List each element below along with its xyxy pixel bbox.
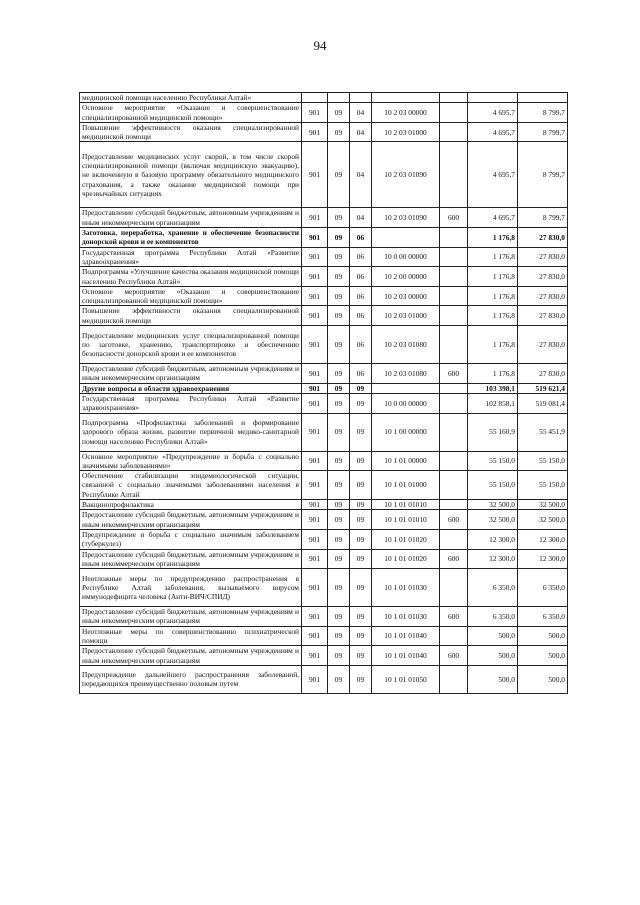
row-name-cell: Обеспечение стабилизации эпидемиологической ситуации, связанной с социально значимыми заболеваниями населения в Республике Алтай [80,471,302,500]
table-row [80,626,568,646]
row-target-article-code: 10 1 01 01020 [372,529,440,549]
table-row [80,393,568,413]
row-expense-type-code [440,247,468,267]
row-subsection-code: 09 [350,529,372,549]
table-row [80,326,568,364]
row-ministry-code: 901 [302,103,328,123]
row-ministry-code: 901 [302,122,328,142]
row-subsection-code: 06 [350,286,372,306]
row-amount-2: 8 799,7 [518,103,568,123]
row-section-code: 09 [328,286,350,306]
row-target-article-code [372,383,440,393]
row-target-article-code: 10 1 01 01040 [372,646,440,666]
row-amount-2: 27 830,0 [518,326,568,364]
row-name-cell: Другие вопросы в области здравоохранения [80,383,302,393]
row-ministry-code: 901 [302,208,328,228]
row-amount-2: 32 500,0 [518,500,568,510]
row-target-article-code: 10 2 03 01080 [372,364,440,384]
row-subsection-code: 04 [350,103,372,123]
row-subsection-code: 09 [350,549,372,569]
table-row [80,413,568,451]
page-number: 94 [313,38,327,53]
row-subsection-code: 06 [350,364,372,384]
row-ministry-code: 901 [302,393,328,413]
row-amount-2: 500,0 [518,646,568,666]
row-ministry-code: 901 [302,306,328,326]
row-name-cell: Предоставление субсидий бюджетным, автономным учреждениям и иным некоммерческим организациям [80,208,302,228]
row-amount-2: 55 150,0 [518,471,568,500]
row-ministry-code: 901 [302,510,328,530]
row-subsection-code: 06 [350,228,372,248]
row-expense-type-code [440,471,468,500]
table-row [80,364,568,384]
row-name-cell: медицинской помощи населению Республики Алтай» [80,93,302,103]
row-ministry-code: 901 [302,451,328,471]
budget-table [79,92,568,694]
row-amount-1: 12 300,0 [468,529,518,549]
row-subsection-code: 06 [350,247,372,267]
row-subsection-code: 09 [350,665,372,693]
row-name-cell: Предоставление субсидий бюджетным, автономным учреждениям и иным некоммерческим организациям [80,607,302,627]
row-target-article-code: 10 1 01 01050 [372,665,440,693]
table-row [80,607,568,627]
row-amount-1: 1 176,8 [468,247,518,267]
table-row [80,267,568,287]
row-amount-1: 32 500,0 [468,510,518,530]
row-section-code [328,93,350,103]
row-subsection-code: 09 [350,383,372,393]
row-ministry-code: 901 [302,500,328,510]
row-target-article-code: 10 2 00 00000 [372,267,440,287]
table-row [80,646,568,666]
table-row [80,665,568,693]
row-target-article-code: 10 1 01 01040 [372,626,440,646]
row-section-code: 09 [328,607,350,627]
row-amount-2: 27 830,0 [518,267,568,287]
row-amount-2: 27 830,0 [518,286,568,306]
row-target-article-code: 10 2 03 01080 [372,326,440,364]
row-amount-1: 500,0 [468,665,518,693]
row-target-article-code: 10 2 03 00000 [372,103,440,123]
row-section-code: 09 [328,103,350,123]
row-ministry-code: 901 [302,549,328,569]
row-target-article-code: 10 1 01 00000 [372,451,440,471]
row-subsection-code: 06 [350,306,372,326]
row-ministry-code: 901 [302,267,328,287]
row-amount-1: 32 500,0 [468,500,518,510]
row-target-article-code: 10 2 03 00000 [372,286,440,306]
row-ministry-code: 901 [302,665,328,693]
row-amount-2: 32 500,0 [518,510,568,530]
table-row [80,122,568,142]
row-ministry-code: 901 [302,529,328,549]
table-row [80,471,568,500]
table-row [80,529,568,549]
row-target-article-code: 10 0 00 00000 [372,247,440,267]
row-amount-1: 4 695,7 [468,103,518,123]
row-section-code: 09 [328,383,350,393]
table-row [80,93,568,103]
table-row [80,306,568,326]
row-section-code: 09 [328,626,350,646]
row-name-cell: Предоставление субсидий бюджетным, автономным учреждениям и иным некоммерческим организациям [80,364,302,384]
row-expense-type-code [440,413,468,451]
row-amount-2: 27 830,0 [518,228,568,248]
row-subsection-code: 06 [350,267,372,287]
row-amount-1: 1 176,8 [468,364,518,384]
row-expense-type-code [440,626,468,646]
row-expense-type-code [440,228,468,248]
row-subsection-code: 04 [350,208,372,228]
row-name-cell: Предоставление медицинских услуг специализированной помощи по заготовке, хранению, транспортировке и обеспечению безопасности донорской крови и ее компонентов [80,326,302,364]
row-subsection-code: 04 [350,122,372,142]
row-target-article-code: 10 1 00 00000 [372,413,440,451]
row-subsection-code: 09 [350,510,372,530]
row-section-code: 09 [328,208,350,228]
row-amount-2: 8 799,7 [518,122,568,142]
row-name-cell: Основное мероприятие «Оказание и совершенствование специализированной медицинской помощи» [80,286,302,306]
row-subsection-code: 09 [350,471,372,500]
row-section-code: 09 [328,569,350,607]
row-name-cell: Основное мероприятие «Предупреждение и борьба с социально значимыми заболеваниями» [80,451,302,471]
row-amount-2: 12 300,0 [518,529,568,549]
row-section-code: 09 [328,364,350,384]
row-amount-2: 6 350,0 [518,569,568,607]
row-ministry-code: 901 [302,364,328,384]
row-target-article-code: 10 1 01 01010 [372,500,440,510]
table-row [80,208,568,228]
row-expense-type-code: 600 [440,364,468,384]
row-amount-1: 4 695,7 [468,142,518,208]
row-expense-type-code [440,383,468,393]
row-ministry-code: 901 [302,247,328,267]
row-name-cell: Предупреждение дальнейшего распространения заболеваний, передающихся преимущественно половым путем [80,665,302,693]
row-amount-1: 500,0 [468,646,518,666]
row-amount-1: 103 398,1 [468,383,518,393]
row-amount-2: 55 451,9 [518,413,568,451]
row-name-cell: Предоставление медицинских услуг скорой, в том числе скорой специализированной помощи (включая медицинскую эвакуацию), не включенную в базовую программу обязательного медицинского страхования, а также оказание медицинской помощи при чрезвычайных ситуациях [80,142,302,208]
row-name-cell: Заготовка, переработка, хранение и обеспечение безопасности донорской крови и ее компонентов [80,228,302,248]
row-expense-type-code: 600 [440,607,468,627]
row-amount-2: 27 830,0 [518,306,568,326]
row-name-cell: Предоставление субсидий бюджетным, автономным учреждениям и иным некоммерческим организациям [80,549,302,569]
row-expense-type-code [440,267,468,287]
row-subsection-code: 09 [350,569,372,607]
row-ministry-code: 901 [302,646,328,666]
row-subsection-code: 09 [350,451,372,471]
row-amount-1: 12 300,0 [468,549,518,569]
row-section-code: 09 [328,306,350,326]
row-amount-2: 12 300,0 [518,549,568,569]
row-name-cell: Повышение эффективности оказания специализированной медицинской помощи [80,306,302,326]
row-section-code: 09 [328,247,350,267]
table-row [80,549,568,569]
row-subsection-code: 06 [350,326,372,364]
row-section-code: 09 [328,451,350,471]
row-section-code: 09 [328,510,350,530]
row-name-cell: Подпрограмма «Профилактика заболеваний и формирование здорового образа жизни, развитие первичной медико-санитарной помощи населению Республики Алтай» [80,413,302,451]
row-amount-1: 1 176,8 [468,306,518,326]
row-name-cell: Государственная программа Республики Алтай «Развитие здравоохранения» [80,393,302,413]
row-expense-type-code: 600 [440,646,468,666]
row-amount-1: 1 176,8 [468,286,518,306]
row-target-article-code: 10 2 03 01000 [372,306,440,326]
row-expense-type-code [440,103,468,123]
row-target-article-code: 10 1 01 01010 [372,510,440,530]
row-expense-type-code [440,326,468,364]
row-section-code: 09 [328,142,350,208]
row-name-cell: Подпрограмма «Улучшение качества оказания медицинской помощи населению Республики Алтай» [80,267,302,287]
row-ministry-code: 901 [302,326,328,364]
row-expense-type-code: 600 [440,208,468,228]
row-amount-2: 6 350,0 [518,607,568,627]
row-name-cell: Вакцинопрофилактика [80,500,302,510]
row-section-code: 09 [328,646,350,666]
row-target-article-code: 10 0 00 00000 [372,393,440,413]
row-expense-type-code [440,500,468,510]
row-name-cell: Предоставление субсидий бюджетным, автономным учреждениям и иным некоммерческим организациям [80,510,302,530]
row-subsection-code: 09 [350,413,372,451]
row-section-code: 09 [328,413,350,451]
row-expense-type-code [440,306,468,326]
row-section-code: 09 [328,122,350,142]
budget-table-body [80,93,568,694]
row-subsection-code: 09 [350,626,372,646]
row-target-article-code [372,93,440,103]
row-ministry-code [302,93,328,103]
table-row [80,247,568,267]
row-ministry-code: 901 [302,142,328,208]
table-row [80,142,568,208]
row-amount-1: 55 150,0 [468,451,518,471]
row-amount-2: 519 621,4 [518,383,568,393]
row-amount-2: 8 799,7 [518,142,568,208]
row-amount-2: 500,0 [518,665,568,693]
table-row [80,569,568,607]
row-expense-type-code [440,122,468,142]
row-amount-2: 8 799,7 [518,208,568,228]
row-amount-2: 55 150,0 [518,451,568,471]
row-amount-2: 500,0 [518,626,568,646]
row-amount-1 [468,93,518,103]
row-subsection-code: 09 [350,607,372,627]
row-amount-2: 27 830,0 [518,364,568,384]
row-expense-type-code [440,451,468,471]
row-name-cell: Неотложные меры по совершенствованию психиатрической помощи [80,626,302,646]
row-target-article-code: 10 1 01 01030 [372,607,440,627]
table-row [80,228,568,248]
row-section-code: 09 [328,326,350,364]
row-amount-1: 6 350,0 [468,569,518,607]
row-ministry-code: 901 [302,228,328,248]
row-ministry-code: 901 [302,286,328,306]
row-subsection-code: 09 [350,500,372,510]
row-section-code: 09 [328,529,350,549]
row-expense-type-code [440,93,468,103]
row-section-code: 09 [328,471,350,500]
row-expense-type-code: 600 [440,549,468,569]
row-expense-type-code [440,286,468,306]
row-amount-2: 27 830,0 [518,247,568,267]
row-target-article-code: 10 2 03 01090 [372,142,440,208]
row-expense-type-code [440,393,468,413]
row-subsection-code [350,93,372,103]
row-section-code: 09 [328,665,350,693]
row-name-cell: Предоставление субсидий бюджетным, автономным учреждениям и иным некоммерческим организациям [80,646,302,666]
row-amount-1: 1 176,8 [468,326,518,364]
row-amount-1: 1 176,8 [468,228,518,248]
row-ministry-code: 901 [302,607,328,627]
row-target-article-code: 10 1 01 01000 [372,471,440,500]
row-ministry-code: 901 [302,626,328,646]
row-amount-1: 500,0 [468,626,518,646]
row-ministry-code: 901 [302,413,328,451]
row-amount-2: 519 081,4 [518,393,568,413]
row-name-cell: Предупреждение и борьба с социально значимым заболеванием (туберкулез) [80,529,302,549]
row-target-article-code [372,228,440,248]
row-section-code: 09 [328,228,350,248]
row-target-article-code: 10 2 03 01000 [372,122,440,142]
row-expense-type-code [440,142,468,208]
row-expense-type-code [440,665,468,693]
row-name-cell: Повышение эффективности оказания специализированной медицинской помощи [80,122,302,142]
row-section-code: 09 [328,549,350,569]
row-target-article-code: 10 1 01 01030 [372,569,440,607]
row-target-article-code: 10 2 03 01090 [372,208,440,228]
table-row [80,383,568,393]
row-amount-1: 6 350,0 [468,607,518,627]
row-amount-1: 4 695,7 [468,208,518,228]
row-amount-2 [518,93,568,103]
table-row [80,500,568,510]
row-section-code: 09 [328,393,350,413]
row-name-cell: Основное мероприятие «Оказание и совершенствование специализированной медицинской помощи» [80,103,302,123]
row-subsection-code: 09 [350,646,372,666]
row-expense-type-code: 600 [440,510,468,530]
table-row [80,103,568,123]
row-section-code: 09 [328,267,350,287]
row-name-cell: Государственная программа Республики Алтай «Развитие здравоохранения» [80,247,302,267]
row-expense-type-code [440,529,468,549]
table-row [80,451,568,471]
row-amount-1: 4 695,7 [468,122,518,142]
row-subsection-code: 09 [350,393,372,413]
row-ministry-code: 901 [302,569,328,607]
row-amount-1: 55 150,0 [468,471,518,500]
row-subsection-code: 04 [350,142,372,208]
table-row [80,510,568,530]
row-amount-1: 1 176,8 [468,267,518,287]
row-section-code: 09 [328,500,350,510]
row-amount-1: 102 858,1 [468,393,518,413]
row-amount-1: 55 160,9 [468,413,518,451]
row-target-article-code: 10 1 01 01020 [372,549,440,569]
row-name-cell: Неотложные меры по предупреждению распространения в Республике Алтай заболевания, вызываемого вирусом иммунодефицита человека (Анти-ВИЧ/СПИД) [80,569,302,607]
table-row [80,286,568,306]
row-ministry-code: 901 [302,383,328,393]
row-expense-type-code [440,569,468,607]
row-ministry-code: 901 [302,471,328,500]
